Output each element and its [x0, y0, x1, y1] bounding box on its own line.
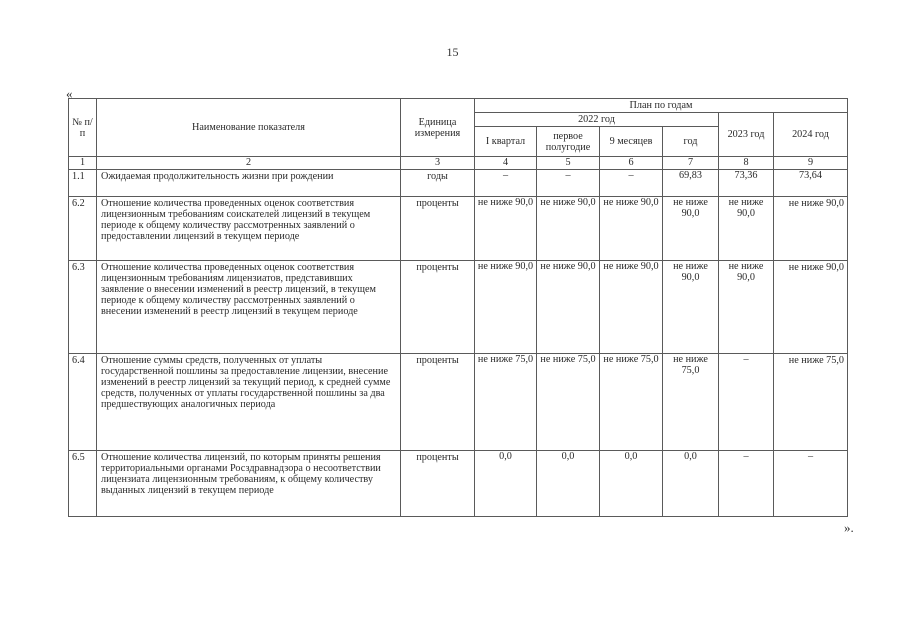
table-row — [69, 261, 848, 354]
row-number: 6.4 — [69, 354, 97, 451]
value-2024: не ниже 75,0 — [774, 354, 848, 451]
indicator-name: Отношение количества лицензий, по которым приняты решения территориальными органами Росздравнадзора о несоответствии лицензиата лицензионным требованиям, к общему количеству выданных лицензий в текущем периоде — [97, 451, 401, 517]
unit-cell: проценты — [401, 354, 475, 451]
value-2024: не ниже 90,0 — [774, 261, 848, 354]
row-number: 6.3 — [69, 261, 97, 354]
value-h1: – — [537, 170, 600, 197]
opening-quote: « — [66, 86, 73, 101]
value-9m: не ниже 75,0 — [600, 354, 663, 451]
value-9m: 0,0 — [600, 451, 663, 517]
value-q1: не ниже 75,0 — [475, 354, 537, 451]
table-row — [69, 197, 848, 261]
value-2023: – — [719, 354, 774, 451]
value-2023: не ниже 90,0 — [719, 197, 774, 261]
value-year: 0,0 — [663, 451, 719, 517]
value-h1: 0,0 — [537, 451, 600, 517]
row-number: 1.1 — [69, 170, 97, 197]
column-number-row — [69, 157, 848, 170]
value-9m: не ниже 90,0 — [600, 197, 663, 261]
header-plan: План по годам — [475, 99, 848, 113]
header-q1: I квартал — [475, 127, 537, 157]
header-h1: первое полугодие — [537, 127, 600, 157]
value-q1: не ниже 90,0 — [475, 261, 537, 354]
column-number: 2 — [97, 157, 401, 170]
table-row — [69, 451, 848, 517]
column-number: 9 — [774, 157, 848, 170]
value-2023: 73,36 — [719, 170, 774, 197]
unit-cell: проценты — [401, 197, 475, 261]
column-number: 7 — [663, 157, 719, 170]
value-9m: – — [600, 170, 663, 197]
column-number: 3 — [401, 157, 475, 170]
indicator-name: Отношение количества проведенных оценок соответствия лицензионным требованиям лицензиатов, представивших заявление о внесении изменений в реестр лицензий, в текущем периоде к общему количеству рассмотренных заявлений о внесении изменений в реестр лицензий в текущем периоде — [97, 261, 401, 354]
indicator-name: Отношение суммы средств, полученных от уплаты государственной пошлины за предоставление лицензии, внесение изменений в реестр лицензий за текущий период, к средней сумме средств, полученных от уплаты государственной пошлины за два предшествующих аналогичных периода — [97, 354, 401, 451]
value-2024: 73,64 — [774, 170, 848, 197]
value-q1: не ниже 90,0 — [475, 197, 537, 261]
header-name: Наименование показателя — [97, 99, 401, 157]
value-year: не ниже 90,0 — [663, 261, 719, 354]
header-2023: 2023 год — [719, 113, 774, 157]
header-2022: 2022 год — [475, 113, 719, 127]
column-number: 5 — [537, 157, 600, 170]
value-h1: не ниже 90,0 — [537, 197, 600, 261]
value-2024: не ниже 90,0 — [774, 197, 848, 261]
unit-cell: проценты — [401, 451, 475, 517]
value-h1: не ниже 75,0 — [537, 354, 600, 451]
column-number: 1 — [69, 157, 97, 170]
value-2024: – — [774, 451, 848, 517]
column-number: 8 — [719, 157, 774, 170]
value-2023: не ниже 90,0 — [719, 261, 774, 354]
plan-table — [68, 98, 848, 517]
closing-quote: ». — [844, 520, 854, 535]
header-year: год — [663, 127, 719, 157]
header-num: № п/п — [69, 99, 97, 157]
value-9m: не ниже 90,0 — [600, 261, 663, 354]
value-year: 69,83 — [663, 170, 719, 197]
table-row — [69, 354, 848, 451]
value-2023: – — [719, 451, 774, 517]
page-number: 15 — [446, 45, 459, 59]
header-unit: Единица измерения — [401, 99, 475, 157]
value-year: не ниже 75,0 — [663, 354, 719, 451]
row-number: 6.5 — [69, 451, 97, 517]
value-q1: 0,0 — [475, 451, 537, 517]
column-number: 4 — [475, 157, 537, 170]
indicator-name: Ожидаемая продолжительность жизни при рождении — [97, 170, 401, 197]
value-q1: – — [475, 170, 537, 197]
indicator-name: Отношение количества проведенных оценок соответствия лицензионным требованиям соискателей лицензий в текущем периоде к общему количеству рассмотренных заявлений о предоставлении лицензий в текущем периоде — [97, 197, 401, 261]
value-h1: не ниже 90,0 — [537, 261, 600, 354]
unit-cell: годы — [401, 170, 475, 197]
value-year: не ниже 90,0 — [663, 197, 719, 261]
header-m9: 9 месяцев — [600, 127, 663, 157]
column-number: 6 — [600, 157, 663, 170]
row-number: 6.2 — [69, 197, 97, 261]
table-row — [69, 170, 848, 197]
unit-cell: проценты — [401, 261, 475, 354]
header-2024: 2024 год — [774, 113, 848, 157]
